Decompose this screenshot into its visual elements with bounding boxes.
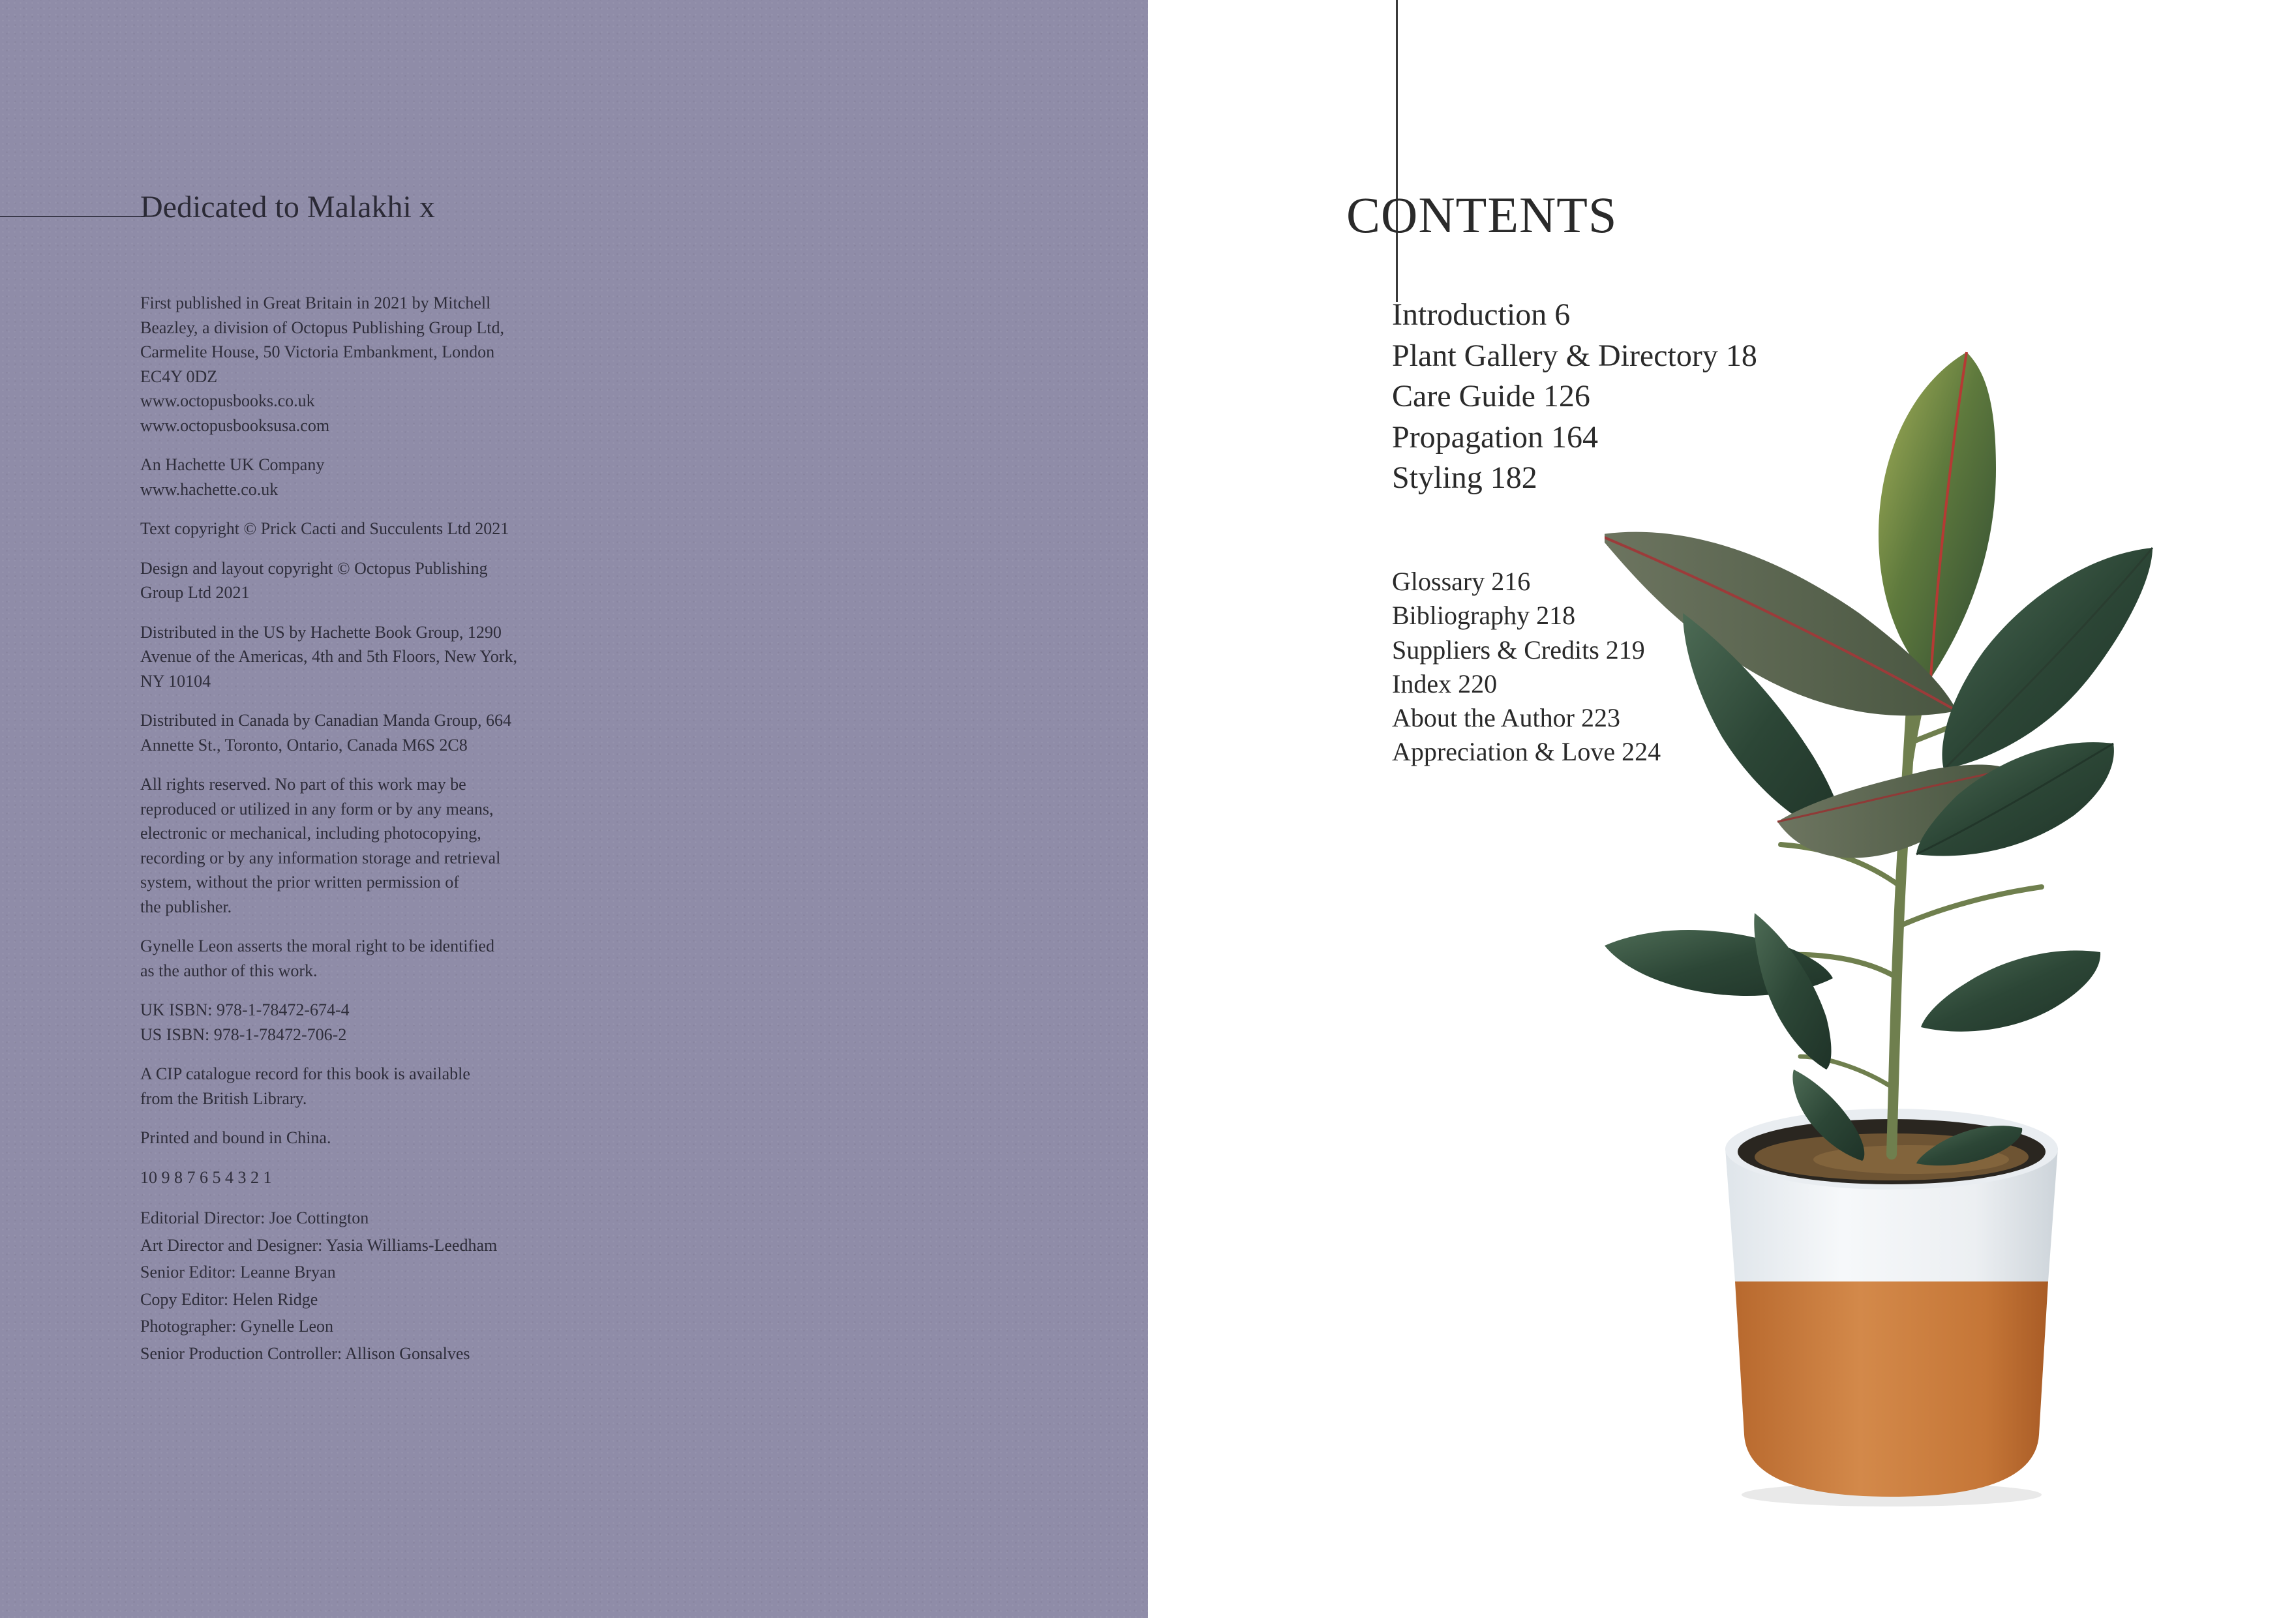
imprint-line: Avenue of the Americas, 4th and 5th Floors, New York, bbox=[140, 647, 517, 666]
imprint-paragraph bbox=[140, 1126, 597, 1150]
imprint-line: Text copyright © Prick Cacti and Succulents Ltd 2021 bbox=[140, 519, 509, 538]
imprint-line: Beazley, a division of Octopus Publishing Group Ltd, bbox=[140, 318, 504, 337]
imprint-line: US ISBN: 978-1-78472-706-2 bbox=[140, 1025, 347, 1044]
imprint-paragraph bbox=[140, 772, 597, 919]
imprint-line: electronic or mechanical, including photocopying, bbox=[140, 824, 481, 843]
imprint-paragraph bbox=[140, 1165, 597, 1190]
imprint-paragraph bbox=[140, 291, 597, 438]
credit-line: Photographer: Gynelle Leon bbox=[140, 1317, 334, 1336]
imprint-line: First published in Great Britain in 2021 by Mitchell bbox=[140, 293, 491, 312]
imprint-line: www.hachette.co.uk bbox=[140, 479, 279, 499]
imprint-line: All rights reserved. No part of this work may be bbox=[140, 775, 466, 794]
toc-entry: Glossary 216 bbox=[1392, 567, 1531, 596]
imprint-paragraph bbox=[140, 1062, 597, 1111]
imprint-line: www.octopusbooks.co.uk bbox=[140, 391, 315, 410]
imprint-line: from the British Library. bbox=[140, 1088, 307, 1108]
imprint-paragraph bbox=[140, 620, 597, 694]
toc-entry: Care Guide 126 bbox=[1392, 379, 1590, 413]
imprint-paragraph bbox=[140, 998, 597, 1047]
credit-line: Editorial Director: Joe Cottington bbox=[140, 1208, 369, 1227]
imprint-line: as the author of this work. bbox=[140, 961, 318, 980]
toc-entry: Styling 182 bbox=[1392, 460, 1537, 495]
credit-line: Senior Production Controller: Allison Gonsalves bbox=[140, 1343, 470, 1363]
imprint-paragraph bbox=[140, 453, 597, 502]
toc-entry: Suppliers & Credits 219 bbox=[1392, 635, 1645, 665]
credits-list bbox=[140, 1205, 597, 1367]
imprint-line: EC4Y 0DZ bbox=[140, 367, 218, 386]
contents-rule bbox=[1396, 0, 1398, 302]
imprint-line: reproduced or utilized in any form or by any means, bbox=[140, 799, 494, 818]
imprint-line: system, without the prior written permission of bbox=[140, 873, 459, 891]
plant-leaves bbox=[1605, 352, 2152, 1165]
pot-terracotta-band bbox=[1735, 1281, 2048, 1497]
imprint-line: Design and layout copyright © Octopus Publishing bbox=[140, 558, 488, 578]
toc-entry: Propagation 164 bbox=[1392, 419, 1598, 455]
imprint-line: Distributed in the US by Hachette Book Group, 1290 bbox=[140, 622, 502, 642]
imprint-line: Gynelle Leon asserts the moral right to be identified bbox=[140, 936, 494, 955]
credit-line: Copy Editor: Helen Ridge bbox=[140, 1289, 318, 1309]
plant-pot bbox=[1725, 1109, 2058, 1497]
copyright-imprint bbox=[140, 291, 597, 1367]
imprint-paragraph bbox=[140, 934, 597, 983]
imprint-line: www.octopusbooksusa.com bbox=[140, 415, 330, 435]
imprint-line: Group Ltd 2021 bbox=[140, 583, 250, 602]
imprint-line: 10 9 8 7 6 5 4 3 2 1 bbox=[140, 1167, 272, 1187]
imprint-paragraph bbox=[140, 517, 597, 541]
toc-entry: About the Author 223 bbox=[1392, 703, 1620, 733]
contents-heading: CONTENTS bbox=[1346, 187, 1618, 243]
imprint-line: Carmelite House, 50 Victoria Embankment, London bbox=[140, 342, 495, 361]
credit-line: Senior Editor: Leanne Bryan bbox=[140, 1263, 336, 1281]
rubber-plant-illustration bbox=[1605, 339, 2192, 1539]
toc-entry: Plant Gallery & Directory 18 bbox=[1392, 338, 1757, 373]
imprint-paragraph bbox=[140, 556, 597, 605]
imprint-line: the publisher. bbox=[140, 897, 232, 916]
toc-entry: Introduction 6 bbox=[1392, 297, 1571, 332]
right-page-contents bbox=[1148, 0, 2296, 1618]
imprint-line: UK ISBN: 978-1-78472-674-4 bbox=[140, 1000, 350, 1019]
dedication-text: Dedicated to Malakhi x bbox=[140, 190, 435, 224]
imprint-line: NY 10104 bbox=[140, 671, 211, 691]
toc-entry: Index 220 bbox=[1392, 668, 1498, 698]
imprint-paragraphs bbox=[140, 291, 597, 1190]
toc-entry: Bibliography 218 bbox=[1392, 601, 1576, 631]
dedication-rule bbox=[0, 216, 145, 217]
toc-entry: Appreciation & Love 224 bbox=[1392, 737, 1661, 767]
imprint-line: Printed and bound in China. bbox=[140, 1128, 331, 1147]
credit-line: Art Director and Designer: Yasia Williams-Leedham bbox=[140, 1235, 498, 1255]
imprint-line: recording or by any information storage and retrieval bbox=[140, 848, 501, 867]
imprint-line: An Hachette UK Company bbox=[140, 455, 325, 474]
imprint-paragraph bbox=[140, 708, 597, 757]
imprint-line: Distributed in Canada by Canadian Manda Group, 664 bbox=[140, 711, 511, 730]
imprint-line: A CIP catalogue record for this book is available bbox=[140, 1064, 470, 1083]
imprint-line: Annette St., Toronto, Ontario, Canada M6S 2C8 bbox=[140, 735, 468, 755]
